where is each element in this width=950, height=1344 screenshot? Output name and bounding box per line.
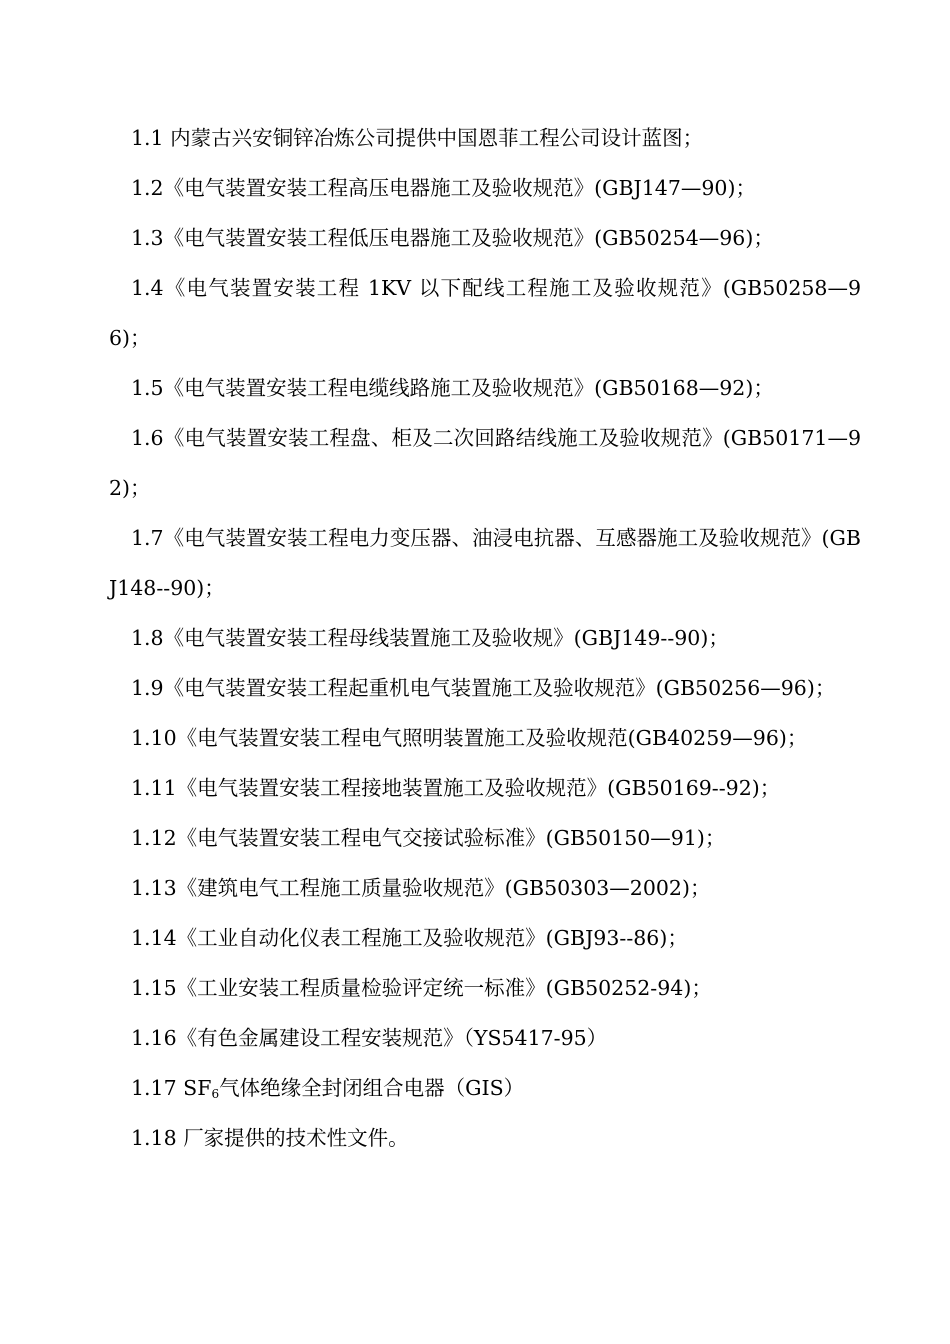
list-item	[109, 263, 861, 363]
item-number: 1.10	[131, 726, 177, 750]
item-number: 1.7	[131, 526, 164, 550]
item-text: 《电气装置安装工程电力变压器、油浸电抗器、互感器施工及验收规范》(GBJ148--90)；	[109, 526, 861, 600]
standards-list	[109, 113, 861, 1163]
item-number: 1.16	[131, 1026, 177, 1050]
item-number: 1.15	[131, 976, 177, 1000]
item-number: 1.4	[131, 276, 164, 300]
item-text: 《电气装置安装工程接地装置施工及验收规范》(GB50169--92)；	[176, 776, 781, 800]
list-item	[109, 913, 861, 963]
item-number: 1.1	[131, 126, 164, 150]
list-item	[109, 113, 861, 163]
item-text: 《电气装置安装工程盘、柜及二次回路结线施工及验收规范》(GB50171—92)；	[109, 426, 861, 500]
item-text: 《电气装置安装工程 1KV 以下配线工程施工及验收规范》(GB50258—96)；	[109, 276, 861, 350]
item-text: 《电气装置安装工程低压电器施工及验收规范》(GB50254—96)；	[163, 226, 774, 250]
item-text: 《电气装置安装工程电气交接试验标准》(GB50150—91)；	[176, 826, 726, 850]
list-item	[109, 963, 861, 1013]
item-number: 1.9	[131, 676, 164, 700]
list-item	[109, 713, 861, 763]
item-number: 1.5	[131, 376, 164, 400]
item-text: 《电气装置安装工程母线装置施工及验收规》(GBJ149--90)；	[163, 626, 729, 650]
item-number: 1.3	[131, 226, 164, 250]
list-item	[109, 213, 861, 263]
list-item	[109, 363, 861, 413]
list-item	[109, 813, 861, 863]
list-item	[109, 1063, 861, 1113]
item-number: 1.11	[131, 776, 177, 800]
item-text: 《有色金属建设工程安装规范》（YS5417-95）	[176, 1026, 608, 1050]
item-text: 《电气装置安装工程起重机电气装置施工及验收规范》(GB50256—96)；	[163, 676, 836, 700]
list-item	[109, 763, 861, 813]
item-text: 《电气装置安装工程电气照明装置施工及验收规范(GB40259—96)；	[176, 726, 808, 750]
list-item	[109, 1113, 861, 1163]
list-item	[109, 163, 861, 213]
item-number: 1.8	[131, 626, 164, 650]
item-text: 《电气装置安装工程电缆线路施工及验收规范》(GB50168—92)；	[163, 376, 774, 400]
item-text: 《工业自动化仪表工程施工及验收规范》(GBJ93--86)；	[176, 926, 688, 950]
item-number: 1.12	[131, 826, 177, 850]
item-number: 1.14	[131, 926, 177, 950]
item-number: 1.17	[131, 1076, 177, 1100]
item-text-after: 气体绝缘全封闭组合电器（GIS）	[219, 1076, 525, 1100]
list-item	[109, 613, 861, 663]
list-item	[109, 863, 861, 913]
item-text: 内蒙古兴安铜锌冶炼公司提供中国恩菲工程公司设计蓝图；	[170, 126, 704, 150]
item-number: 1.13	[131, 876, 177, 900]
list-item	[109, 1013, 861, 1063]
list-item	[109, 663, 861, 713]
item-text: 厂家提供的技术性文件。	[183, 1126, 409, 1150]
item-text: 《建筑电气工程施工质量验收规范》(GB50303—2002)；	[176, 876, 711, 900]
item-number: 1.18	[131, 1126, 177, 1150]
item-text-before: SF	[176, 1076, 212, 1100]
item-subscript: 6	[211, 1087, 220, 1101]
item-text: 《电气装置安装工程高压电器施工及验收规范》(GBJ147—90)；	[163, 176, 756, 200]
item-number: 1.2	[131, 176, 164, 200]
item-text: 《工业安装工程质量检验评定统一标准》(GB50252-94)；	[176, 976, 712, 1000]
list-item	[109, 413, 861, 513]
list-item	[109, 513, 861, 613]
item-number: 1.6	[131, 426, 164, 450]
